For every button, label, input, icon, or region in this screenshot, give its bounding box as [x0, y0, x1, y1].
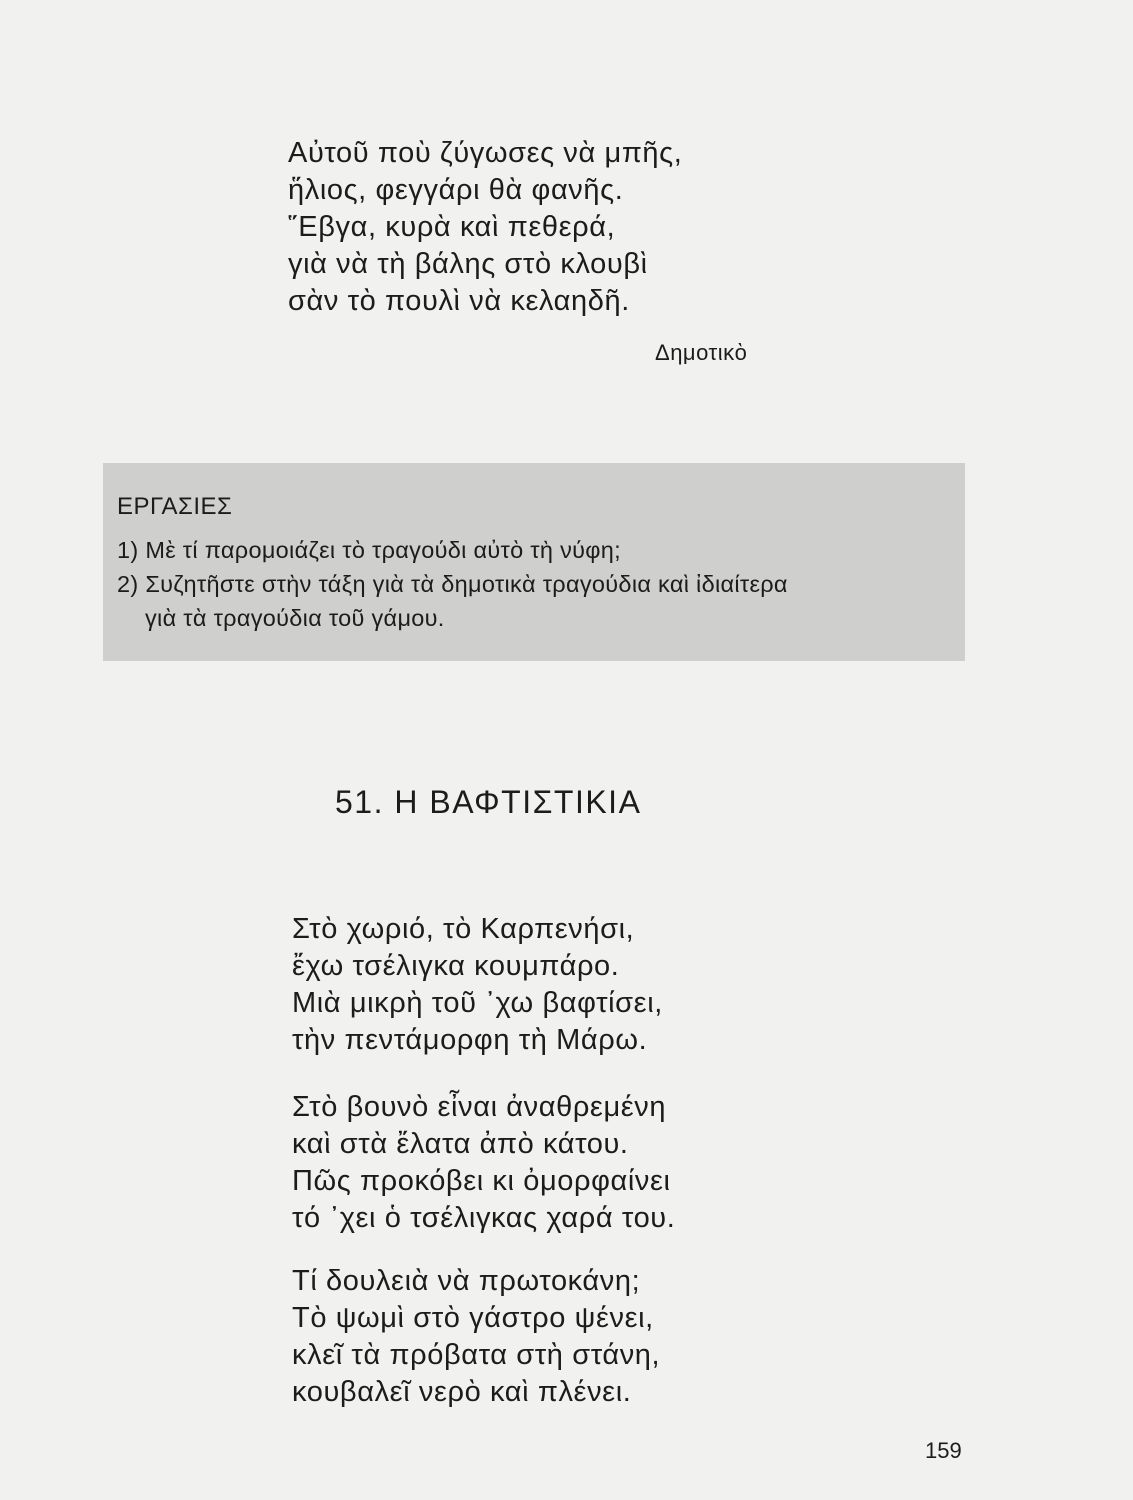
verse-line: σὰν τὸ πουλὶ νὰ κελαηδῆ.	[288, 285, 630, 317]
verse-line: Μιὰ μικρὴ τοῦ ᾽χω βαφτίσει,	[292, 987, 663, 1019]
poem-attribution: Δημοτικὸ	[655, 340, 748, 365]
tasks-box	[103, 463, 965, 661]
verse-line: Τί δουλειὰ νὰ πρωτοκάνη;	[292, 1265, 641, 1297]
poem-stanza-1	[292, 911, 663, 1059]
verse-line: τό ᾽χει ὁ τσέλιγκας χαρά του.	[292, 1202, 676, 1234]
task-item: 2) Συζητῆστε στὴν τάξη γιὰ τὰ δημοτικὰ τραγούδια καὶ ἰδιαίτερα	[117, 571, 788, 597]
verse-line: Πῶς προκόβει κι ὀμορφαίνει	[292, 1165, 671, 1197]
verse-line: ῞Εβγα, κυρὰ καὶ πεθερά,	[288, 211, 616, 243]
verse-line: κλεῖ τὰ πρόβατα στὴ στάνη,	[292, 1339, 661, 1371]
tasks-title: ΕΡΓΑΣΙΕΣ	[117, 493, 233, 520]
verse-line: ἔχω τσέλιγκα κουμπάρο.	[292, 950, 620, 982]
verse-line: Στὸ χωριό, τὸ Καρπενήσι,	[292, 913, 635, 945]
verse-line: κουβαλεῖ νερὸ καὶ πλένει.	[292, 1376, 632, 1408]
verse-line: Στὸ βουνὸ εἶναι ἀναθρεμένη	[292, 1091, 667, 1123]
verse-line: τὴν πεντάμορφη τὴ Μάρω.	[292, 1024, 648, 1056]
tasks-list	[117, 533, 788, 635]
verse-line: ἥλιος, φεγγάρι θὰ φανῆς.	[288, 174, 624, 206]
verse-line: Τὸ ψωμὶ στὸ γάστρο ψένει,	[292, 1302, 654, 1334]
chapter-title: 51. Η ΒΑΦΤΙΣΤΙΚΙΑ	[335, 784, 642, 820]
poem-stanza-3	[292, 1263, 660, 1411]
page-number: 159	[925, 1438, 962, 1463]
task-item-continuation: γιὰ τὰ τραγούδια τοῦ γάμου.	[145, 605, 445, 631]
poem-stanza-2	[292, 1089, 675, 1237]
verse-line: καὶ στὰ ἔλατα ἀπὸ κάτου.	[292, 1128, 629, 1160]
task-item: 1) Μὲ τί παρομοιάζει τὸ τραγούδι αὐτὸ τὴ νύφη;	[117, 537, 622, 563]
verse-line: Αὐτοῦ ποὺ ζύγωσες νὰ μπῆς,	[288, 137, 683, 169]
verse-line: γιὰ νὰ τὴ βάλης στὸ κλουβὶ	[288, 248, 648, 280]
poem-ending	[288, 135, 682, 320]
